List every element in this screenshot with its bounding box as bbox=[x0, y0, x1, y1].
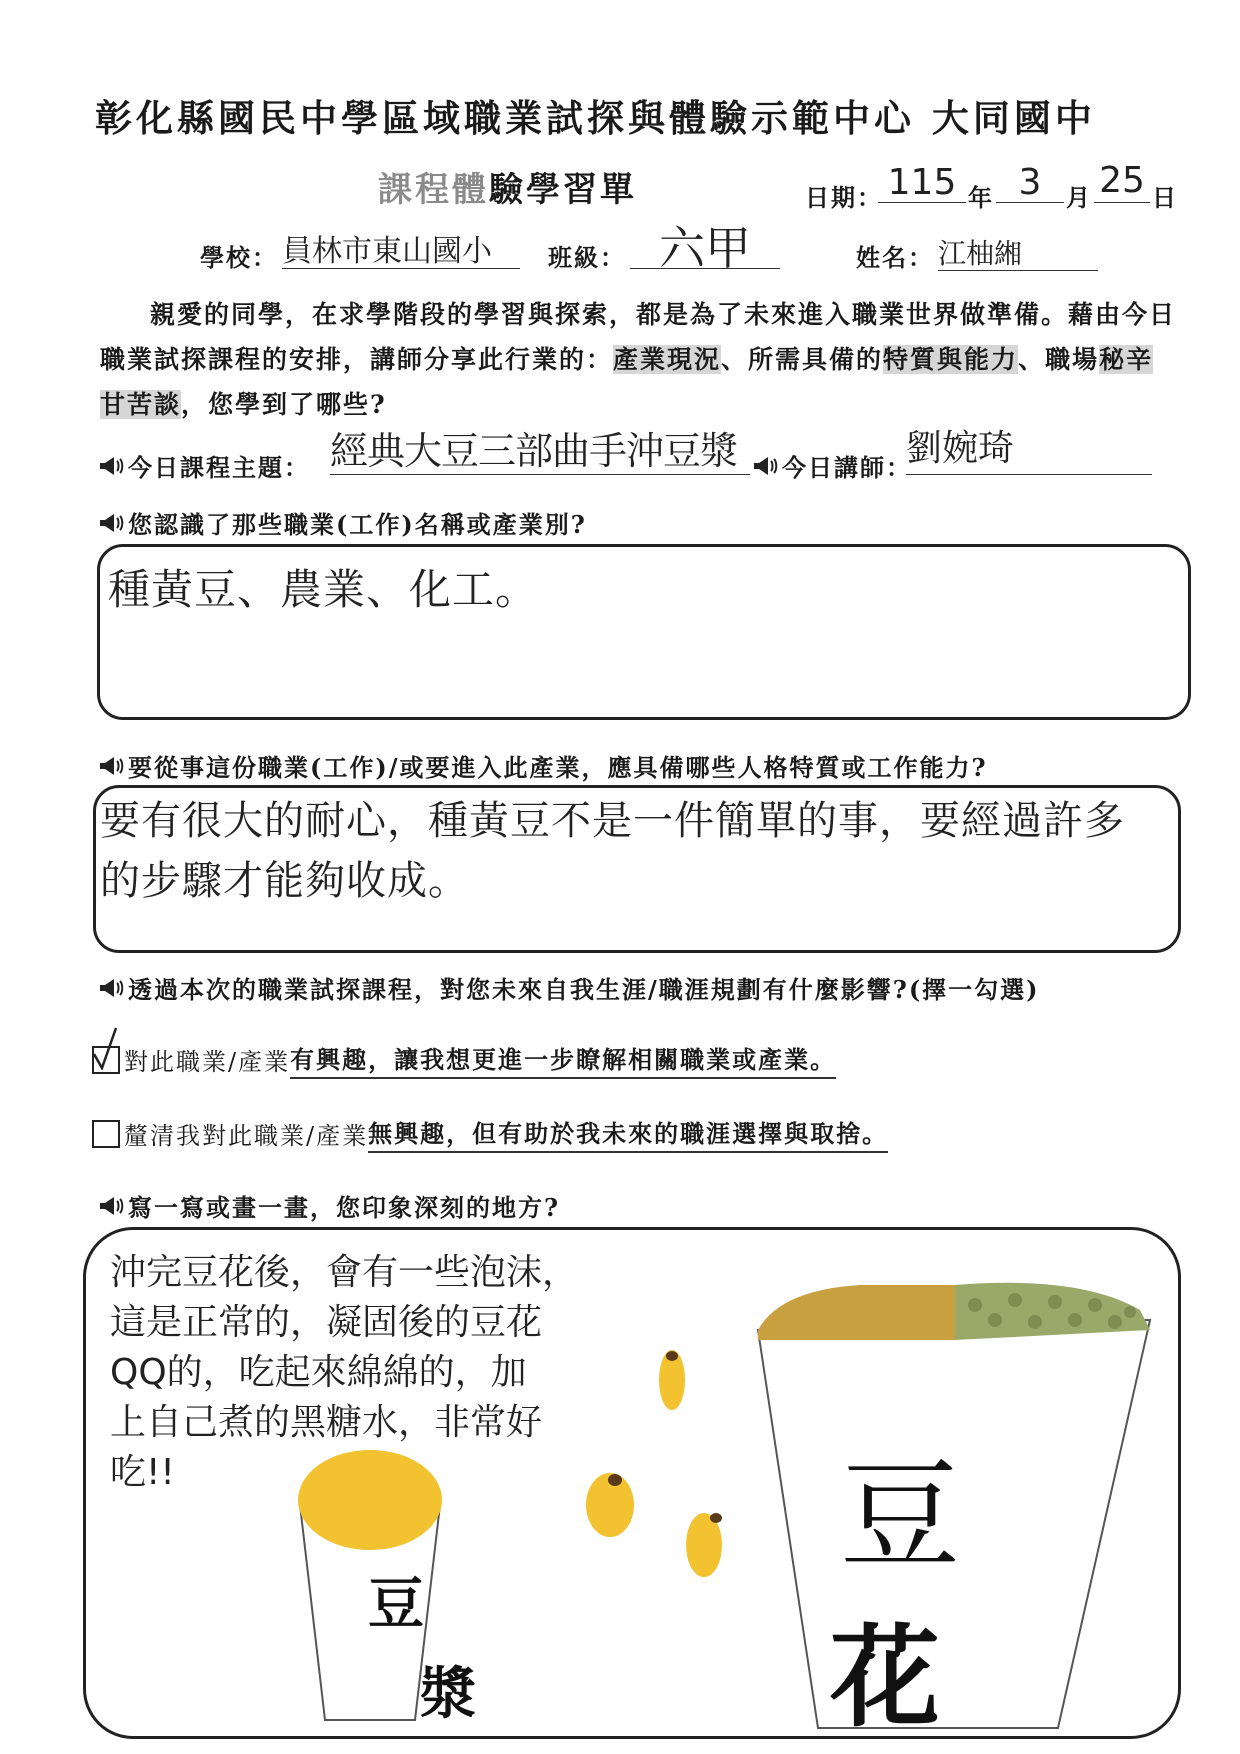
intro-part3: 、職場 bbox=[1018, 345, 1100, 374]
soy-milk-label-1: 豆 bbox=[368, 1572, 424, 1637]
date-year-label: 年 bbox=[968, 184, 994, 212]
topic-value: 經典大豆三部曲手沖豆漿 bbox=[330, 420, 750, 475]
date-month-label: 月 bbox=[1066, 184, 1092, 212]
option-not-interested-prefix: 釐清我對此職業/產業 bbox=[124, 1122, 369, 1150]
drawing-note-line5: 吃!! bbox=[110, 1452, 175, 1493]
answer-2-line1: 要有很大的耐心，種黃豆不是一件簡單的事，要經過許多 bbox=[100, 798, 1125, 844]
teacher-value: 劉婉琦 bbox=[906, 420, 1152, 475]
soy-milk-label-2: 漿 bbox=[420, 1662, 476, 1727]
topic-label: 今日課程主題： bbox=[128, 453, 310, 482]
date-year-value: 115 bbox=[878, 162, 966, 203]
tofu-pudding-top bbox=[758, 1285, 955, 1340]
answer-2-line2: 的步驟才能夠收成。 bbox=[100, 858, 469, 904]
question-3-text: 透過本次的職業試探課程，對您未來自我生涯/職涯規劃有什麼影響?(擇一勾選) bbox=[128, 975, 1040, 1004]
intro-part2: 、所需具備的 bbox=[721, 345, 884, 374]
tofu-pudding-label-2: 花 bbox=[830, 1614, 940, 1742]
option-interested-text: 有興趣，讓我想更進一步瞭解相關職業或產業。 bbox=[290, 1040, 836, 1079]
subtitle-main: 驗學習單 bbox=[489, 170, 637, 210]
drawing-note-line3: QQ的，吃起來綿綿的，加 bbox=[110, 1352, 527, 1393]
soybean-pile bbox=[955, 1283, 1150, 1340]
tofu-pudding-label-1: 豆 bbox=[840, 1447, 960, 1586]
option-not-interested-text: 無興趣，但有助於我未來的職涯選擇與取捨。 bbox=[368, 1114, 888, 1153]
school-value: 員林市東山國小 bbox=[282, 226, 520, 269]
date-label: 日期： bbox=[805, 184, 883, 212]
question-4-text: 寫一寫或畫一畫，您印象深刻的地方? bbox=[128, 1193, 561, 1222]
subtitle-faded: 課程體 bbox=[378, 170, 489, 210]
date-day-value: 25 bbox=[1094, 160, 1150, 203]
date-month-value: 3 bbox=[996, 162, 1064, 203]
soybeans bbox=[586, 1350, 722, 1577]
drawing-note-line2: 這是正常的，凝固後的豆花 bbox=[110, 1302, 543, 1343]
intro-part4: ，您學到了哪些? bbox=[181, 390, 387, 419]
drawing-note-line1: 沖完豆花後，會有一些泡沫， bbox=[110, 1252, 579, 1293]
question-1-text: 您認識了那些職業(工作)名稱或產業別? bbox=[128, 510, 587, 539]
drawing-note-line4: 上自己煮的黑糖水，非常好 bbox=[110, 1402, 543, 1443]
question-2-text: 要從事這份職業(工作)/或要進入此產業，應具備哪些人格特質或工作能力? bbox=[128, 753, 988, 782]
name-value: 江柚緗 bbox=[938, 232, 1098, 271]
option-interested-prefix: 對此職業/產業 bbox=[124, 1048, 291, 1076]
date-day-label: 日 bbox=[1152, 184, 1178, 212]
class-value: 六甲 bbox=[630, 212, 780, 269]
name-label: 姓名： bbox=[856, 244, 934, 272]
drawing-note bbox=[110, 1248, 578, 1498]
answer-1-text: 種黃豆、農業、化工。 bbox=[108, 565, 539, 614]
intro-highlight-secrets: 秘辛甘苦談 bbox=[100, 345, 1154, 419]
form-title: 彰化縣國民中學區域職業試探與體驗示範中心 大同國中 bbox=[95, 96, 1096, 140]
intro-highlight-industry: 產業現況 bbox=[613, 345, 722, 374]
school-label: 學校： bbox=[200, 244, 278, 272]
intro-part1: 親愛的同學，在求學階段的學習與探索，都是為了未來進入職業世界做準備。藉由今日職業試探課程的安排，講師分享此行業的： bbox=[100, 300, 1177, 374]
class-label: 班級： bbox=[548, 244, 626, 272]
teacher-label: 今日講師： bbox=[782, 453, 912, 482]
intro-highlight-traits: 特質與能力 bbox=[883, 345, 1019, 374]
